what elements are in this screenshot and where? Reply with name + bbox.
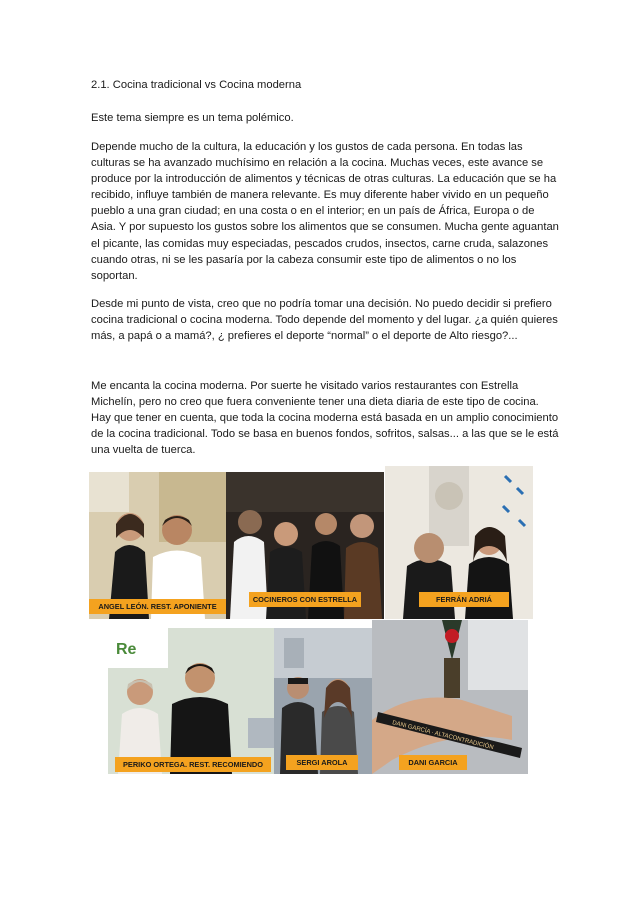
paragraph-opinion: Desde mi punto de vista, creo que no podría tomar una decisión. No puedo decidir si prefiero cocina tradicional o cocina moderna. Todo depende del momento y del lugar. ¿a quién quieres más, a papá o a mamá?, ¿ prefieres el deporte “normal” o el deporte de Alto riesgo?... bbox=[91, 298, 558, 343]
svg-text:Re: Re bbox=[116, 641, 137, 658]
caption-angel-leon: ANGEL LEÓN. REST. APONIENTE bbox=[89, 599, 226, 614]
section-heading: 2.1. Cocina tradicional vs Cocina moderna bbox=[91, 79, 302, 91]
paragraph-modern-cuisine: Me encanta la cocina moderna. Por suerte he visitado varios restaurantes con Estrella Michelín, pero no creo que fuera conveniente tener una dieta diaria de este tipo de cocina. Hay que tener en cuenta, que toda la cocina moderna está basada en un amplio conocimiento de la cocina tradicional. Todo se basa en buenos fondos, sofritos, salsas... a las que se le está una vuelta de tuerca. bbox=[91, 380, 559, 457]
photo-dani-garcia bbox=[372, 620, 528, 774]
caption-ferran-adria: FERRÁN ADRIÁ bbox=[419, 592, 509, 607]
photo-angel-leon bbox=[89, 472, 226, 619]
caption-periko-ortega: PERIKO ORTEGA. REST. RECOMIENDO bbox=[115, 757, 271, 772]
caption-cocineros-con-estrella: COCINEROS CON ESTRELLA bbox=[249, 592, 361, 607]
photo-sergi-arola bbox=[274, 628, 372, 774]
caption-sergi-arola: SERGI AROLA bbox=[286, 755, 358, 770]
knife-text: DANI GARCÍA · ALTACONTRADICIÓN bbox=[391, 720, 494, 752]
photo-periko-ortega bbox=[108, 628, 274, 774]
paragraph-intro: Este tema siempre es un tema polémico. bbox=[91, 112, 294, 124]
caption-dani-garcia: DANI GARCIA bbox=[399, 755, 467, 770]
paragraph-culture: Depende mucho de la cultura, la educación y los gustos de cada persona. En todas las culturas se ha avanzado muchísimo en relación a la cocina. Muchas veces, este avance se produce por la introducción de alimentos y técnicas de otras culturas. La educación que se ha recibido, influye también de manera relevante. Es muy diferente haber vivido en un pequeño pueblo a una gran ciudad; en una costa o en el interior; en un país de África, Europa o de Asia. Y por supuesto los gustos sobre los alimentos que se consumen. Mucha gente aguantan el picante, las comidas muy especiadas, pescados crudos, insectos, carne cruda, salazones cuando otras, ni se les pasaría por la cabeza consumir este tipo de alimentos o no los soportan. bbox=[91, 141, 559, 282]
